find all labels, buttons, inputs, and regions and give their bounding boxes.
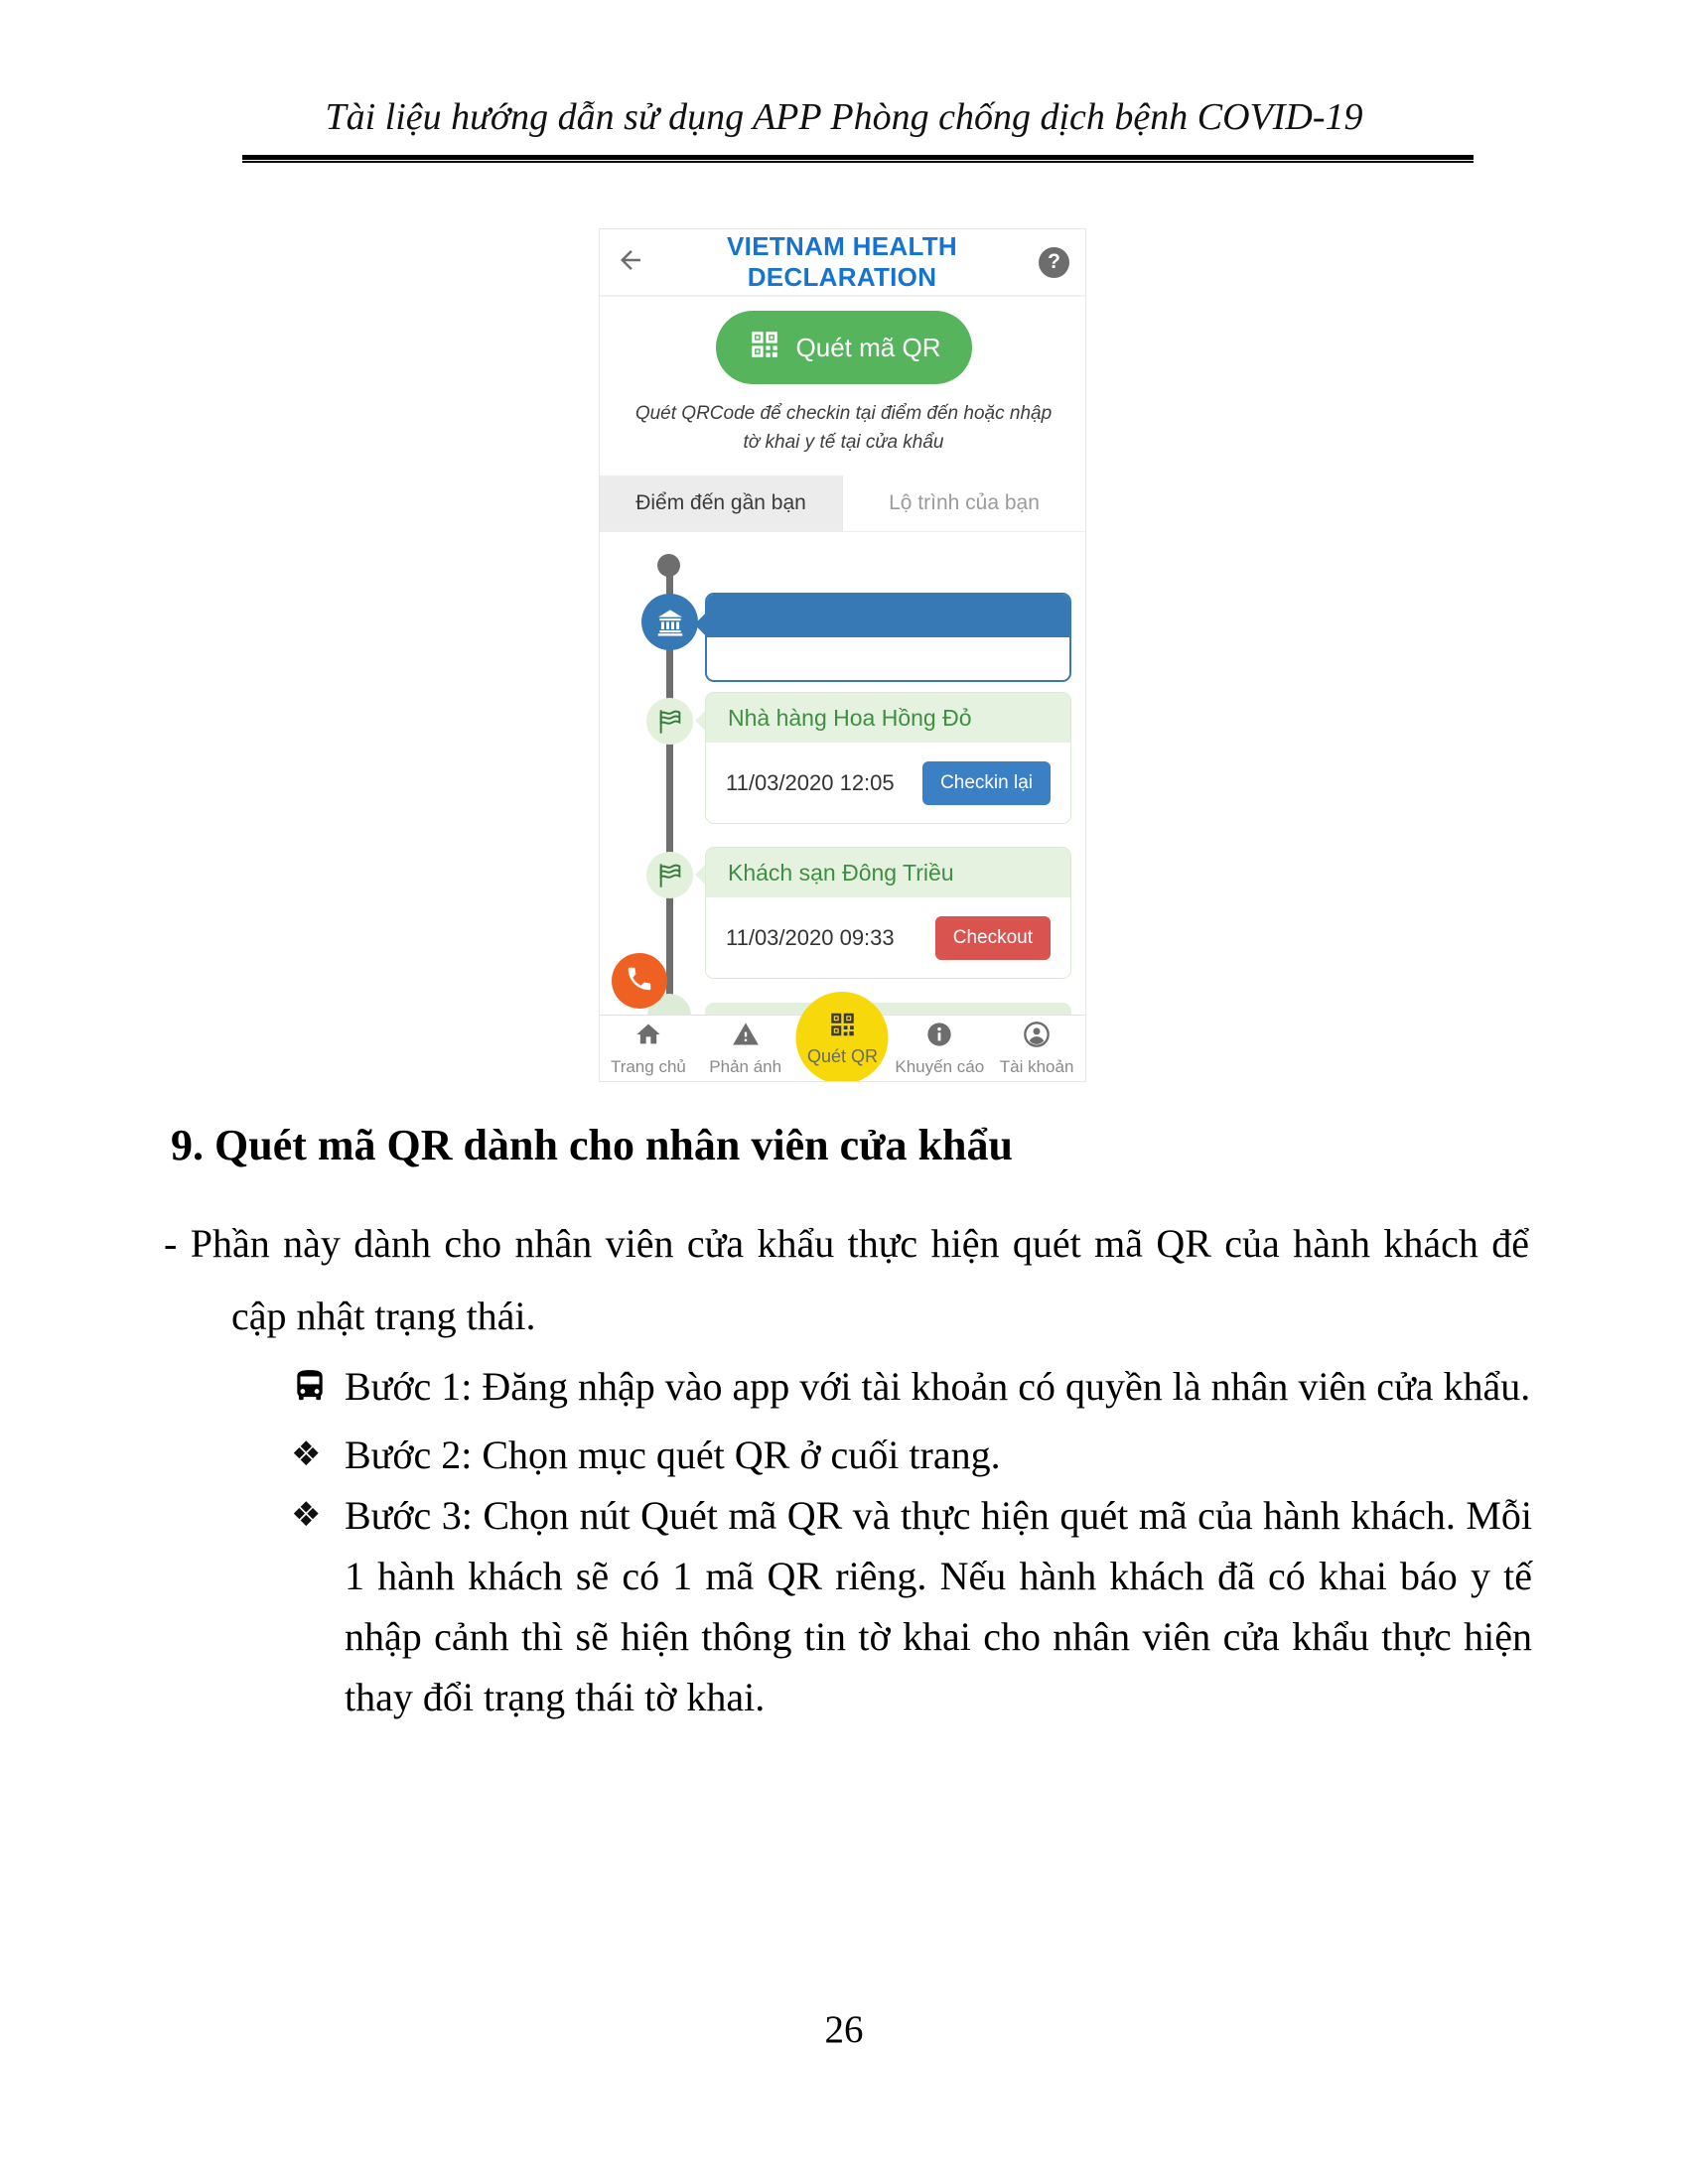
bus-icon — [291, 1356, 345, 1425]
tab-nearby-destinations[interactable]: Điểm đến gần bạn — [600, 476, 842, 531]
help-icon[interactable]: ? — [1039, 247, 1069, 278]
step-text: Bước 3: Chọn nút Quét mã QR và thực hiện quét mã của hành khách. Mỗi 1 hành khách sẽ có 1 mã QR riêng. Nếu hành khách đã có khai báo y tế nhập cảnh thì sẽ hiện thông tin tờ khai cho nhân viên cửa khẩu thực hiện thay đổi trạng thái tờ khai. — [345, 1493, 1532, 1719]
flag-icon — [646, 698, 693, 745]
list-item-step-1 — [291, 1356, 1532, 1425]
scan-qr-button-label: Quét mã QR — [795, 332, 941, 362]
scan-qr-button[interactable] — [716, 311, 972, 384]
step-text: Bước 2: Chọn mục quét QR ở cuối trang. — [345, 1433, 1001, 1477]
home-icon — [634, 1021, 662, 1053]
nav-label: Quét QR — [806, 1045, 878, 1066]
bottom-navigation — [600, 1015, 1085, 1081]
app-screenshot — [599, 228, 1086, 1082]
checkin-again-button[interactable]: Checkin lại — [922, 761, 1051, 805]
flag-icon — [646, 852, 693, 898]
list-item-step-2 — [291, 1425, 1532, 1485]
card-header-blue — [707, 595, 1069, 637]
checkin-time: 11/03/2020 12:05 — [726, 769, 895, 795]
qr-code-icon — [827, 1010, 857, 1044]
qr-code-icon — [748, 328, 781, 368]
timeline-card-hotel[interactable] — [705, 847, 1071, 979]
header-divider — [242, 155, 1474, 163]
warning-icon — [732, 1021, 760, 1053]
place-name: Khách sạn Đông Triều — [706, 848, 1070, 897]
nav-label: Tài khoản — [999, 1056, 1074, 1076]
nav-label: Phản ánh — [709, 1056, 782, 1076]
nav-label: Trang chủ — [610, 1056, 686, 1076]
diamond-bullet: ❖ — [291, 1434, 322, 1474]
timeline-card-restaurant[interactable] — [705, 692, 1071, 824]
tab-bar — [600, 476, 1085, 532]
nav-home[interactable] — [600, 1016, 697, 1081]
phone-call-fab[interactable] — [612, 953, 667, 1009]
phone-icon — [625, 964, 654, 999]
checkin-time: 11/03/2020 09:33 — [726, 924, 895, 950]
checkout-button[interactable]: Checkout — [935, 916, 1051, 960]
nav-scan-qr[interactable] — [794, 1016, 892, 1081]
app-header — [600, 229, 1085, 297]
account-icon — [1023, 1021, 1051, 1053]
diamond-bullet: ❖ — [291, 1495, 322, 1535]
section-heading: 9. Quét mã QR dành cho nhân viên cửa khẩu — [171, 1121, 1013, 1169]
bank-icon — [641, 594, 698, 650]
timeline-start-dot — [657, 554, 680, 577]
steps-list — [291, 1356, 1532, 1727]
nav-label: Khuyến cáo — [895, 1056, 985, 1076]
nav-account[interactable] — [988, 1016, 1085, 1081]
timeline-card-current[interactable] — [705, 593, 1071, 682]
nav-feedback[interactable] — [697, 1016, 794, 1081]
place-name: Nhà hàng Hoa Hồng Đỏ — [706, 693, 1070, 743]
info-icon — [925, 1021, 953, 1053]
list-item-step-3 — [291, 1485, 1532, 1727]
scan-qr-nav-button[interactable] — [796, 992, 889, 1082]
scan-caption: Quét QRCode để checkin tại điểm đến hoặc nhập tờ khai y tế tại cửa khẩu — [634, 403, 1053, 453]
app-title: VIETNAM HEALTH DECLARATION — [727, 231, 957, 292]
step-text: Bước 1: Đăng nhập vào app với tài khoản có quyền là nhân viên cửa khẩu. — [345, 1364, 1531, 1409]
intro-paragraph: - Phần này dành cho nhân viên cửa khẩu thực hiện quét mã QR của hành khách để cập nhật trạng thái. — [164, 1221, 1529, 1338]
tab-your-itinerary[interactable]: Lộ trình của bạn — [842, 476, 1085, 531]
document-header-title: Tài liệu hướng dẫn sử dụng APP Phòng chống dịch bệnh COVID-19 — [325, 96, 1363, 138]
page-number: 26 — [824, 2008, 864, 2051]
nav-recommendations[interactable] — [891, 1016, 988, 1081]
back-arrow-icon[interactable] — [616, 245, 645, 280]
